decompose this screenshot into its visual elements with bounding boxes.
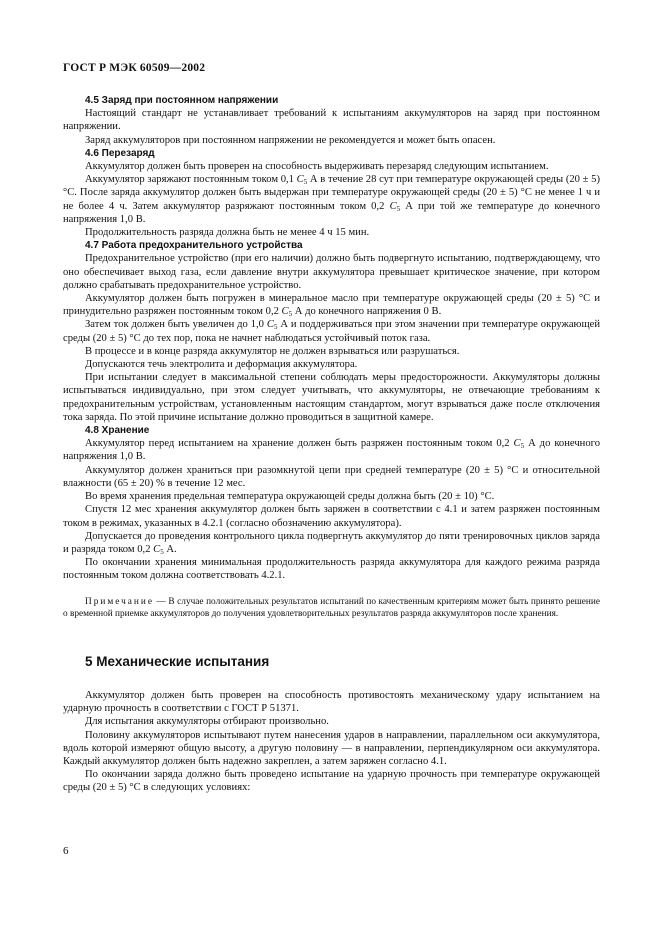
paragraph: Аккумулятор должен быть погружен в минеральное масло при температуре окружающей среды (20 ± 5) °С и принудительно разряжен постоянным током 0,2 $C_5$ А до конечного напряжения 0 В.	[63, 293, 600, 319]
paragraph: Допускается до проведения контрольного цикла подвергнуть аккумулятор до пяти тренировочных циклов заряда и разряда током 0,2 $C_5$ А.	[63, 530, 600, 556]
paragraph: Аккумулятор должен быть проверен на способность выдерживать перезаряд следующим испытанием.	[85, 161, 549, 173]
paragraph: Аккумулятор перед испытанием на хранение должен быть разряжен постоянным током 0,2 $C_5$ А до конечного напряжения 1,0 В.	[63, 438, 601, 463]
note-label: Примечание	[85, 596, 154, 607]
section-5-title: 5 Механические испытания	[85, 653, 270, 669]
paragraph: Для испытания аккумуляторы отбирают произвольно.	[85, 716, 329, 728]
note: Примечание — В случае положительных результатов испытаний по качественным критериям может быть принято решение о временной приемке аккумуляторов до получения удовлетворительных результатов разряда аккумуляторов после хранения.	[63, 596, 600, 619]
paragraph: Аккумулятор должен храниться при разомкнутой цепи при средней температуре (20 ± 5) °С и относительной влажности (65 ± 20) % в течение 12 мес.	[63, 464, 600, 489]
paragraph: Спустя 12 мес хранения аккумулятор должен быть заряжен в соответствии с 4.1 и затем разряжен постоянным током в режимах, указанных в 4.2.1 (согласно обозначению аккумулятора).	[63, 504, 600, 529]
paragraph: Настоящий стандарт не устанавливает требований к испытаниям аккумуляторов на заряд при постоянном напряжении.	[63, 108, 600, 133]
document-header: ГОСТ Р МЭК 60509—2002	[63, 62, 206, 74]
section-4-6-title: 4.6 Перезаряд	[85, 147, 155, 159]
section-4-8-title: 4.8 Хранение	[85, 425, 150, 437]
paragraph: Допускаются течь электролита и деформация аккумулятора.	[85, 359, 358, 371]
paragraph: При испытании следует в максимальной степени соблюдать меры предосторожности. Аккумуляторы должны испытываться индивидуально, при этом следует учитывать, что аккумуляторы, не отвечающие требованиям к предохранительным устройствам, установленным настоящим стандартом, могут взрываться даже после отключения тока заряда. По этой причине испытание должно проводиться в защитной камере.	[63, 372, 600, 423]
page-number: 6	[63, 845, 69, 857]
paragraph: Половину аккумуляторов испытывают путем нанесения ударов в направлении, параллельном оси аккумулятора, вдоль которой измеряют общую высоту, а другую половину — в направлении, перпендикулярном оси аккумулятора. Каждый аккумулятор должен быть надежно закреплен, а затем заряжен согласно 4.1.	[63, 729, 600, 767]
paragraph: По окончании хранения минимальная продолжительность разряда аккумулятора для каждого режима разряда постоянным током должна соответствовать 4.2.1.	[63, 557, 600, 582]
paragraph: Заряд аккумуляторов при постоянном напряжении не рекомендуется и может быть опасен.	[85, 134, 496, 146]
paragraph: По окончании заряда должно быть проведено испытание на ударную прочность при температуре окружающей среды (20 ± 5) °С в следующих условиях:	[63, 769, 600, 794]
section-4-7-title: 4.7 Работа предохранительного устройства	[85, 240, 303, 252]
paragraph: Во время хранения предельная температура окружающей среды должна быть (20 ± 10) °С.	[85, 491, 495, 503]
section-4-5-title: 4.5 Заряд при постоянном напряжении	[85, 95, 279, 106]
paragraph: Продолжительность разряда должна быть не менее 4 ч 15 мин.	[85, 227, 370, 239]
paragraph: Аккумулятор заряжают постоянным током 0,1 $C_5$ А в течение 28 сут при температуре окружающей среды (20 ± 5) °С. После заряда аккумулятор должен быть выдержан при температуре окружающей среды (20 ± 5) °С не менее 1 ч и не более 4 ч. Затем аккумулятор разряжают постоянным током 0,2 $C_5$ А при той же температуре до конечного напряжения 1,0 В.	[63, 174, 601, 225]
paragraph: Предохранительное устройство (при его наличии) должно быть подвергнуто испытанию, подтверждающему, что оно обеспечивает выход газа, если давление внутри аккумулятора превышает критическое значение, при котором должно срабатывать предохранительное устройство.	[63, 253, 600, 291]
paragraph: Затем ток должен быть увеличен до 1,0 $C_5$ А и поддерживаться при этом значении при температуре окружающей среды (20 ± 5) °С до тех пор, пока не начнет наблюдаться устойчивый поток газа.	[63, 319, 600, 344]
paragraph: В процессе и в конце разряда аккумулятор не должен взрываться или разрушаться.	[85, 345, 460, 357]
paragraph: Аккумулятор должен быть проверен на способность противостоять механическому удару испытанием на ударную прочность в соответствии с ГОСТ Р 51371.	[63, 689, 600, 715]
document-page	[63, 62, 600, 795]
